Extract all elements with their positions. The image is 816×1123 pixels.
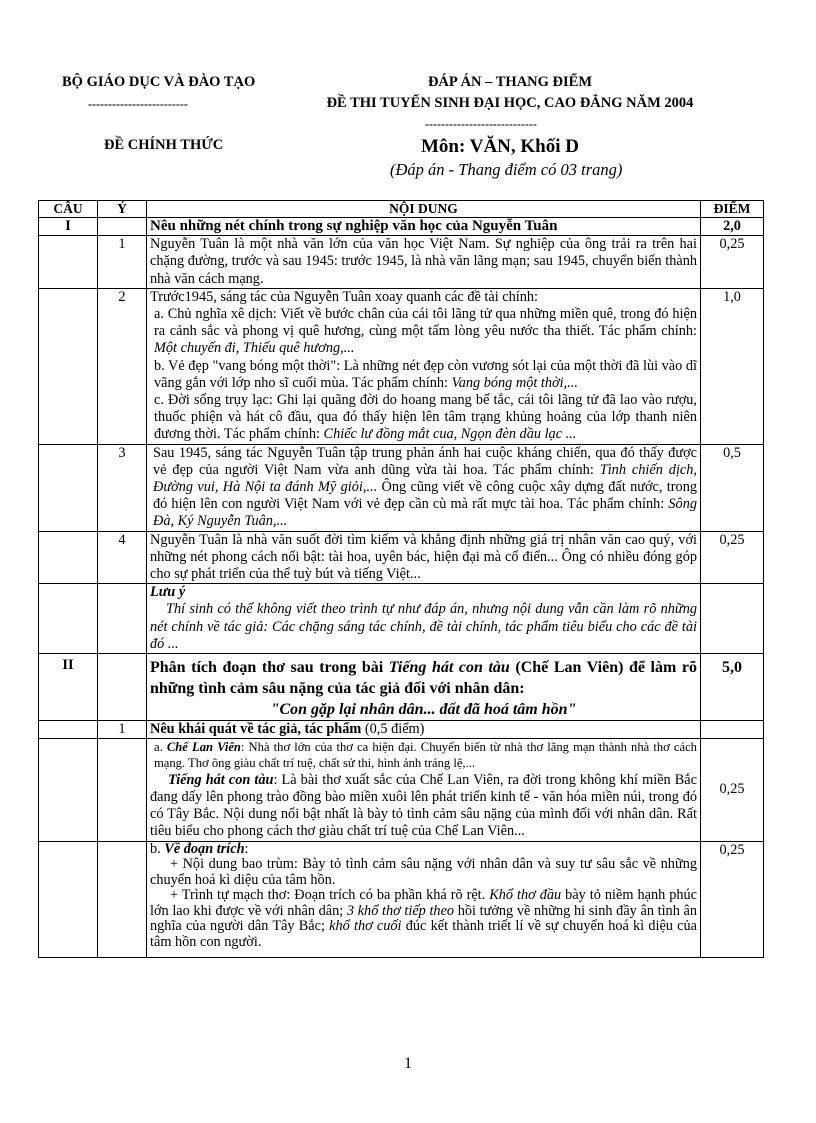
- table-row: [39, 288, 764, 444]
- question-2-quote: "Con gặp lại nhân dân... đất đã hoá tâm hồn": [270, 701, 577, 719]
- title-work: Tiếng hát con tàu: [388, 659, 510, 677]
- item-content: Nguyễn Tuân là nhà văn suốt đời tìm kiếm và khẳng định những giá trị nhân văn cao quý, với những nét phong cách nổi bật: tài hoa, uyên bác, hiện đại mà cổ điển... Ông có nhiều đóng góp cho sự phát triển của thể tuỳ bút và tiếng Việt...: [147, 531, 701, 584]
- item-content: [147, 444, 701, 531]
- empty-cell: [39, 288, 98, 444]
- question-2-score: 5,0: [701, 654, 764, 721]
- item-score: 0,25: [701, 236, 764, 289]
- point-emphasis: Khổ thơ đầu: [489, 887, 562, 904]
- header-cau: CÂU: [39, 201, 98, 218]
- point-text: a. Chủ nghĩa xê dịch: Viết về bước chân của cái tôi lãng tử qua những miền quê, trong đó hiện ra cảnh sắc và phong vị quê hương, cùng một tấm lòng yêu nước tha thiết. Tác phẩm chính:: [154, 306, 697, 340]
- label-text: a.: [154, 740, 167, 755]
- item-intro: Trước1945, sáng tác của Nguyễn Tuân xoay quanh các đề tài chính:: [150, 288, 539, 305]
- excerpt-point-2: [150, 888, 697, 950]
- question-2-row: [39, 654, 764, 721]
- author-text: : Nhà thơ lớn của thơ ca hiện đại. Chuyển biến từ nhà thơ lãng mạn thành nhà thơ cách mạng. Thơ ông giàu chất trí tuệ, chất sử thi, hình ảnh tráng lệ,...: [154, 740, 697, 771]
- question-2-number: II: [39, 654, 98, 721]
- question-1-number: I: [39, 218, 98, 236]
- header-diem: ĐIỂM: [701, 201, 764, 218]
- question-1-title: Nêu những nét chính trong sự nghiệp văn học của Nguyễn Tuân: [147, 218, 701, 236]
- item-score: 0,25: [701, 739, 764, 841]
- point-text: hồi tưởng về những hi sinh đầy ân tình ân nghĩa của người dân Tây Bắc;: [150, 902, 697, 935]
- header-y: Ý: [98, 201, 147, 218]
- work-paragraph: [150, 772, 697, 841]
- excerpt-title: Về đoạn trích: [164, 840, 245, 857]
- content-works: Sông Đà, Ký Nguyễn Tuân,...: [153, 496, 697, 530]
- title-separator: ----------------------------: [425, 117, 537, 131]
- item-point-c: [150, 392, 697, 444]
- point-text: bày tỏ niềm hạnh phúc lớn lao khi được về với nhân dân;: [150, 887, 698, 919]
- ministry-separator: -------------------------: [88, 97, 188, 111]
- empty-cell: [39, 841, 98, 957]
- table-row: [39, 236, 764, 289]
- point-text: + Trình tự mạch thơ: Đoạn trích có ba phần khá rõ rệt.: [170, 887, 490, 904]
- content-works: Tình chiến dịch, Đường vui, Hà Nội ta đánh Mỹ giỏi,...: [153, 461, 697, 496]
- empty-cell: [39, 236, 98, 289]
- empty-cell: [98, 218, 147, 236]
- point-emphasis: khổ thơ cuối: [329, 918, 402, 935]
- content-text: Sau 1945, sáng tác Nguyễn Tuân tập trung phản ánh hai cuộc kháng chiến, qua đó thấy được vẻ đẹp của người Việt Nam vừa anh dũng vừa tài hoa. Tác phẩm chính:: [153, 444, 697, 478]
- empty-cell: [98, 841, 147, 957]
- table-row: [39, 531, 764, 584]
- item-content: [147, 841, 701, 957]
- heading-text: Nêu khái quát về tác giả, tác phẩm: [150, 721, 362, 738]
- item-score: 0,25: [701, 531, 764, 584]
- item-number: 1: [98, 721, 147, 739]
- item-heading: [147, 721, 701, 739]
- item-point-b: [150, 358, 697, 392]
- point-emphasis: 3 khổ thơ tiếp theo: [346, 902, 455, 919]
- empty-cell: [39, 584, 98, 654]
- subject-title: Môn: VĂN, Khối D: [421, 136, 579, 157]
- pages-note: (Đáp án - Thang điểm có 03 trang): [390, 160, 623, 179]
- point-works: Vang bóng một thời,...: [451, 374, 578, 391]
- author-paragraph: [150, 739, 697, 771]
- work-text: : Là bài thơ xuất sắc của Chế Lan Viên, ra đời trong không khí miền Bắc đang dấy lên phong trào đồng bào miền xuôi lên phát triển kinh tế - văn hóa miền núi, trong đó có Tây Bắc. Nội dung nổi bật nhất là bày tỏ tình cảm sâu nặng của mình đối với nhân dân. Rất tiêu biểu cho phong cách thơ giàu chất trí tuệ của Chế Lan Viên...: [150, 771, 697, 840]
- answer-title: ĐÁP ÁN – THANG ĐIỂM: [427, 74, 593, 90]
- item-score: 0,5: [701, 444, 764, 531]
- point-text: b. Vẻ đẹp "vang bóng một thời": Là những nét đẹp còn vương sót lại của một thời đã lùi vào dĩ vãng gắn với lớp nho sĩ cuối mùa. Tác phẩm chính:: [154, 357, 697, 391]
- author-name: Chế Lan Viên: [166, 740, 241, 755]
- excerpt-heading: [150, 842, 697, 858]
- item-content: Nguyễn Tuân là một nhà văn lớn của văn học Việt Nam. Sự nghiệp của ông trải ra trên hai chặng đường, trước và sau 1945: trước 1945, là nhà văn lãng mạn; sau 1945, chuyển biến thành nhà văn cách mạng.: [147, 236, 701, 289]
- official-label: ĐỀ CHÍNH THỨC: [104, 137, 224, 153]
- point-text: đúc kết thành triết lí về sự chuyển hoá kì diệu của tâm hồn con người.: [150, 918, 697, 951]
- item-number: 1: [98, 236, 147, 289]
- excerpt-point-1: + Nội dung bao trùm: Bày tỏ tình cảm sâu nặng với nhân dân và suy tư sâu sắc về những chuyển hoá kì diệu của tâm hồn.: [150, 856, 697, 888]
- point-text: c. Đời sống trụy lạc: Ghi lại quãng đời do hoang mang bế tắc, cái tôi lãng tử đã lao vào rượu, thuốc phiện và hát cô đầu, qua đó thấy hiện lên tâm trạng khủng hoảng của lớp thanh niên đương thời. Tác phẩm chính:: [154, 392, 697, 443]
- item-score: 0,25: [701, 841, 764, 957]
- header-noidung: NỘI DUNG: [147, 201, 701, 218]
- table-row: [39, 841, 764, 957]
- label-text: :: [244, 840, 249, 857]
- item-score: 1,0: [701, 288, 764, 444]
- title-text: Phân tích đoạn thơ sau trong bài: [150, 659, 389, 677]
- item-content: [147, 288, 701, 444]
- label-text: b.: [150, 840, 165, 857]
- empty-cell: [39, 721, 98, 739]
- empty-cell: [98, 739, 147, 841]
- empty-cell: [98, 654, 147, 721]
- empty-cell: [39, 444, 98, 531]
- content-text: Ông cũng viết về công cuộc xây dựng đất nước, trong đó hiện lên con người Việt Nam với vẻ đẹp cần cù mà rất mực tài hoa. Tác phẩm chính:: [153, 479, 697, 513]
- question-1-row: [39, 218, 764, 236]
- question-2-title: [147, 654, 701, 721]
- empty-cell: [39, 531, 98, 584]
- empty-cell: [98, 584, 147, 654]
- exam-title: ĐỀ THI TUYỂN SINH ĐẠI HỌC, CAO ĐẲNG NĂM 2004: [326, 95, 694, 111]
- answer-table: [38, 200, 764, 958]
- table-header-row: [39, 201, 764, 218]
- empty-cell: [39, 739, 98, 841]
- page-number: 1: [404, 1055, 412, 1072]
- empty-cell: [701, 584, 764, 654]
- point-works: Chiếc lư đồng mắt cua, Ngọn đèn dầu lạc ...: [323, 426, 577, 443]
- table-row: [39, 721, 764, 739]
- item-point-a: [150, 306, 697, 358]
- table-row: [39, 444, 764, 531]
- heading-score: (0,5 điểm): [361, 721, 425, 738]
- title-text: (Chế Lan Viên) để làm rõ những tình cảm sâu nặng của tác giả đối với nhân dân:: [150, 659, 698, 698]
- ministry-name: BỘ GIÁO DỤC VÀ ĐÀO TẠO: [62, 74, 256, 90]
- item-number: 2: [98, 288, 147, 444]
- note-title: Lưu ý: [150, 584, 186, 601]
- note-text: Thí sinh có thể không viết theo trình tự như đáp án, nhưng nội dung vẫn cần làm rõ những nét chính về tác giả: Các chặng sáng tác chính, đề tài chính, tác phẩm tiêu biểu cho các đề tài đó ...: [150, 601, 697, 652]
- item-content: [147, 739, 701, 841]
- note-content: [147, 584, 701, 654]
- work-name: Tiếng hát con tàu: [168, 771, 274, 788]
- table-row: [39, 739, 764, 841]
- empty-cell: [701, 721, 764, 739]
- item-number: 4: [98, 531, 147, 584]
- point-works: Một chuyến đi, Thiếu quê hương,...: [154, 340, 355, 357]
- item-number: 3: [98, 444, 147, 531]
- question-1-score: 2,0: [701, 218, 764, 236]
- note-row: [39, 584, 764, 654]
